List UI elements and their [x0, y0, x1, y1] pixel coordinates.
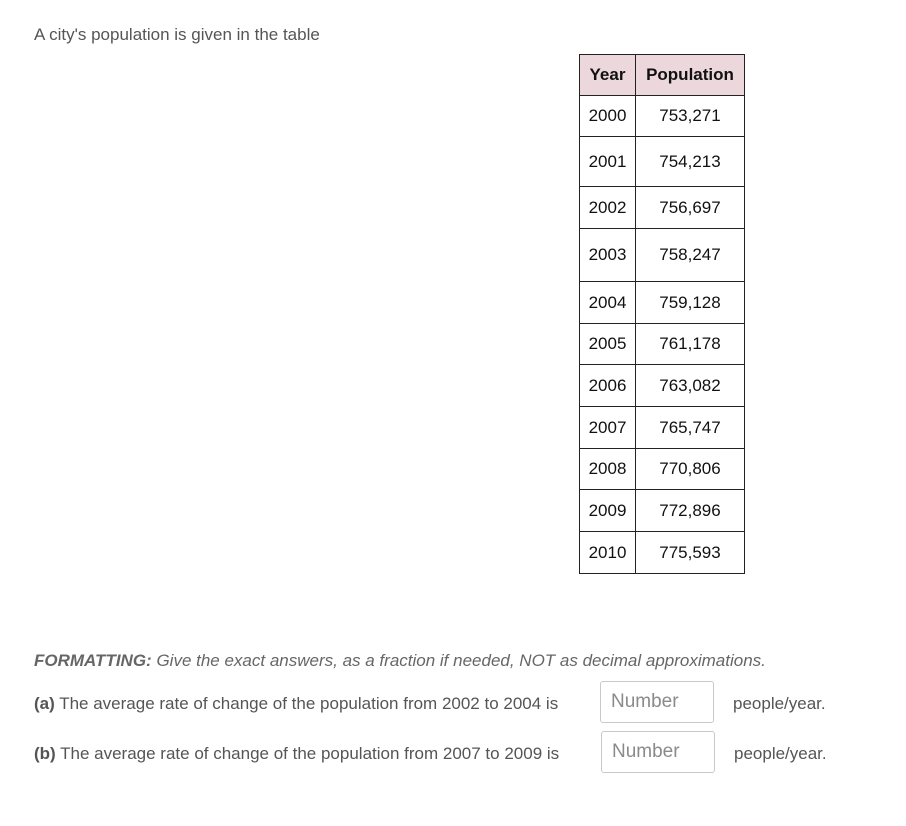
formatting-label: FORMATTING:	[34, 651, 152, 670]
question-b-label: (b)	[34, 744, 56, 763]
question-b-text: The average rate of change of the population from 2007 to 2009 is	[55, 744, 560, 763]
answer-a-input[interactable]	[600, 681, 714, 723]
table-row	[580, 137, 745, 187]
table-row	[580, 324, 745, 365]
population-cell: 758,247	[636, 229, 745, 282]
year-cell: 2004	[580, 282, 636, 324]
table-body	[580, 96, 745, 574]
year-cell: 2010	[580, 532, 636, 574]
population-cell: 775,593	[636, 532, 745, 574]
intro-text: A city's population is given in the table	[34, 25, 320, 44]
answer-b-input[interactable]	[601, 731, 715, 773]
question-b-unit: people/year.	[734, 744, 827, 763]
year-cell: 2006	[580, 365, 636, 407]
table-row	[580, 96, 745, 137]
table-header-row	[580, 55, 745, 96]
population-cell: 761,178	[636, 324, 745, 365]
header-population: Population	[636, 55, 745, 96]
table-row	[580, 490, 745, 532]
table-row	[580, 449, 745, 490]
year-cell: 2007	[580, 407, 636, 449]
table-row	[580, 407, 745, 449]
formatting-text: Give the exact answers, as a fraction if needed, NOT as decimal approximations.	[151, 651, 766, 670]
population-cell: 756,697	[636, 187, 745, 229]
year-cell: 2002	[580, 187, 636, 229]
population-table	[579, 54, 745, 574]
year-cell: 2001	[580, 137, 636, 187]
question-b	[34, 744, 559, 764]
table-row	[580, 229, 745, 282]
year-cell: 2008	[580, 449, 636, 490]
formatting-note	[34, 651, 766, 671]
year-cell: 2005	[580, 324, 636, 365]
population-cell: 759,128	[636, 282, 745, 324]
question-a-unit: people/year.	[733, 694, 826, 713]
population-cell: 772,896	[636, 490, 745, 532]
population-cell: 753,271	[636, 96, 745, 137]
year-cell: 2000	[580, 96, 636, 137]
header-year: Year	[580, 55, 636, 96]
year-cell: 2003	[580, 229, 636, 282]
population-cell: 763,082	[636, 365, 745, 407]
population-cell: 770,806	[636, 449, 745, 490]
question-a	[34, 694, 558, 714]
population-cell: 765,747	[636, 407, 745, 449]
table-row	[580, 187, 745, 229]
question-a-text: The average rate of change of the population from 2002 to 2004 is	[54, 694, 559, 713]
year-cell: 2009	[580, 490, 636, 532]
table-row	[580, 282, 745, 324]
table-row	[580, 532, 745, 574]
population-cell: 754,213	[636, 137, 745, 187]
table-row	[580, 365, 745, 407]
question-a-label: (a)	[34, 694, 55, 713]
